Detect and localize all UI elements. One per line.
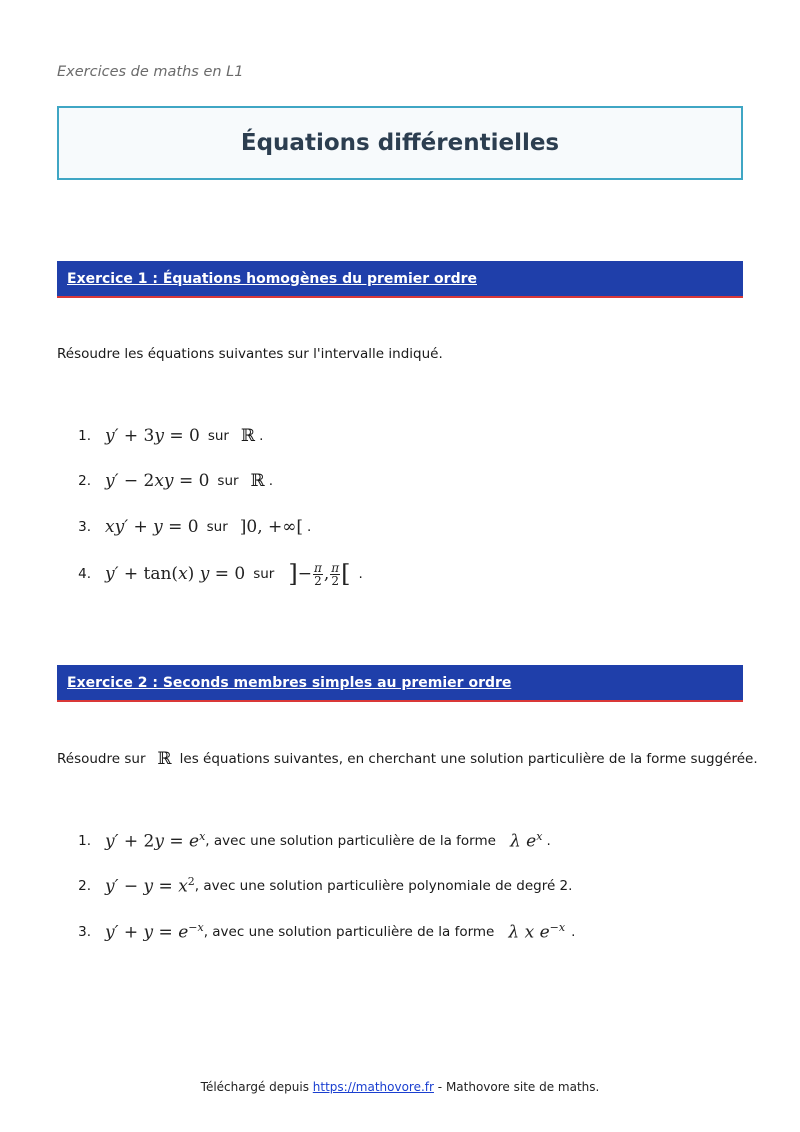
form-expression: λ $e^x$ [509, 830, 543, 852]
equation: $y' - y = x^2$ [105, 875, 195, 897]
item-end: . [268, 473, 273, 489]
item-word: sur [217, 473, 239, 489]
footer-suffix: - Mathovore site de maths. [437, 1080, 600, 1094]
list-item [57, 560, 363, 588]
item-end: . [259, 428, 264, 444]
item-number: 3. [78, 923, 91, 940]
intro-after: les équations suivantes, en cherchant une solution particulière de la forme suggérée. [179, 751, 758, 767]
form-expression: λ x $e^{-x}$ [508, 921, 566, 943]
list-item [57, 921, 575, 943]
reals-symbol: ℝ [250, 471, 265, 491]
list-item [57, 426, 263, 446]
item-number: 2. [78, 473, 91, 489]
item-end: . [358, 566, 363, 582]
item-number: 1. [78, 428, 91, 444]
item-end: . [307, 519, 312, 535]
list-item [57, 471, 273, 491]
exercise-1-title: Exercice 1 : Équations homogènes du premier ordre [67, 270, 477, 287]
item-text: , avec une solution particulière de la forme [205, 832, 496, 849]
equation: xy′ + y = 0 [105, 517, 199, 537]
reals-symbol: ℝ [240, 426, 256, 446]
item-word: sur [207, 428, 229, 444]
page-subtitle: Exercices de maths en L1 [57, 64, 244, 80]
item-number: 4. [78, 566, 91, 582]
item-text: , avec une solution particulière de la forme [203, 923, 495, 940]
equation: $y' + y = e^{-x}$ [105, 921, 204, 943]
equation: $y' + 2y = e^x$ [105, 830, 206, 852]
equation: y′ + 3y = 0 [105, 426, 200, 446]
item-word: sur [206, 519, 228, 535]
reals-symbol: ℝ [157, 749, 172, 769]
item-end: . [546, 832, 551, 849]
footer-link[interactable]: https://mathovore.fr [312, 1080, 434, 1094]
list-item [57, 875, 572, 897]
exercise-1-intro: Résoudre les équations suivantes sur l'intervalle indiqué. [57, 346, 443, 362]
interval: ]0, +∞[ [239, 517, 304, 537]
interval: ] − $\frac{\pi}{2}$ , $\frac{\pi}{2}$ [ [288, 560, 351, 588]
page-title: Équations différentielles [240, 130, 560, 156]
item-number: 3. [78, 519, 91, 535]
exercise-2-header [57, 665, 743, 702]
exercise-2-title: Exercice 2 : Seconds membres simples au premier ordre [67, 674, 512, 691]
list-item [57, 517, 311, 537]
item-end: . [571, 923, 576, 940]
title-box [57, 106, 743, 180]
item-word: sur [253, 566, 275, 582]
exercise-2-intro [57, 749, 758, 769]
item-number: 2. [78, 877, 91, 894]
footer [0, 1080, 800, 1094]
exercise-1-header [57, 261, 743, 298]
equation: y′ + tan(x) y = 0 [105, 564, 246, 584]
intro-before: Résoudre sur [57, 751, 146, 767]
equation: y′ − 2xy = 0 [105, 471, 210, 491]
list-item [57, 830, 551, 852]
item-text: , avec une solution particulière polynomiale de degré 2. [194, 877, 573, 894]
footer-prefix: Téléchargé depuis [200, 1080, 309, 1094]
item-number: 1. [78, 832, 91, 849]
